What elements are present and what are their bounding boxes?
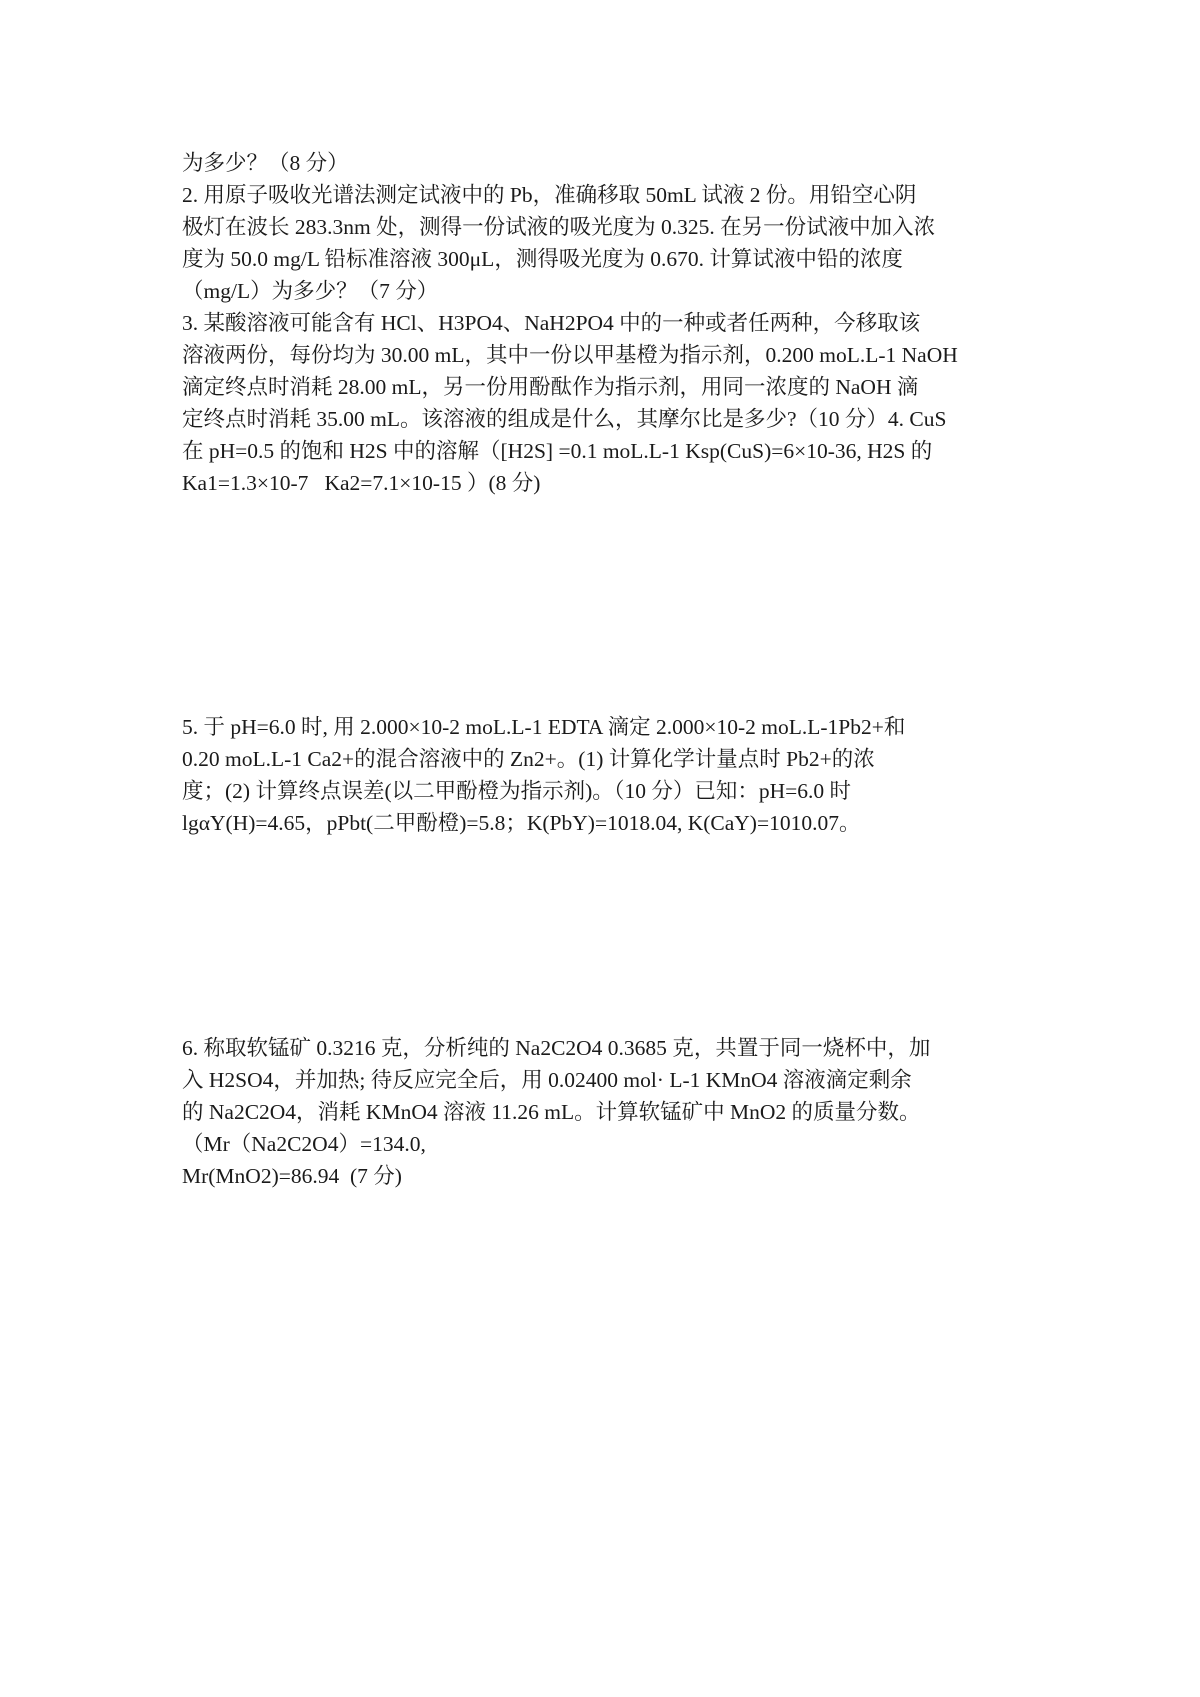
text-line: 6. 称取软锰矿 0.3216 克，分析纯的 Na2C2O4 0.3685 克，共置于同一烧杯中，加 [182,1036,931,1060]
text-line: 为多少？（8 分） [182,151,349,175]
question-6-block [182,1032,1032,1192]
text-line: 0.20 moL.L-1 Ca2+的混合溶液中的 Zn2+。(1) 计算化学计量点时 Pb2+的浓 [182,747,875,771]
text-line: （mg/L）为多少？（7 分） [182,279,439,303]
text-line: Mr(MnO2)=86.94 (7 分) [182,1164,402,1188]
text-line: 滴定终点时消耗 28.00 mL，另一份用酚酞作为指示剂，用同一浓度的 NaOH 滴 [182,375,919,399]
text-line: 3. 某酸溶液可能含有 HCl、H3PO4、NaH2PO4 中的一种或者任两种，今移取该 [182,311,921,335]
text-line: 5. 于 pH=6.0 时, 用 2.000×10-2 moL.L-1 EDTA 滴定 2.000×10-2 moL.L-1Pb2+和 [182,715,906,739]
text-line: 在 pH=0.5 的饱和 H2S 中的溶解（[H2S] =0.1 moL.L-1 Ksp(CuS)=6×10-36, H2S 的 [182,439,933,463]
text-line: （Mr（Na2C2O4）=134.0, [182,1132,426,1156]
text-line: 极灯在波长 283.3nm 处，测得一份试液的吸光度为 0.325. 在另一份试液中加入浓 [182,215,936,239]
text-line: 度为 50.0 mg/L 铅标准溶液 300μL，测得吸光度为 0.670. 计算试液中铅的浓度 [182,247,903,271]
question-5-block [182,711,1032,839]
text-line: 的 Na2C2O4，消耗 KMnO4 溶液 11.26 mL。计算软锰矿中 MnO2 的质量分数。 [182,1100,921,1124]
text-line: Ka1=1.3×10-7 Ka2=7.1×10-15 ）(8 分) [182,471,541,495]
text-line: lgαY(H)=4.65，pPbt(二甲酚橙)=5.8；K(PbY)=1018.04, K(CaY)=1010.07。 [182,811,861,835]
text-line: 溶液两份，每份均为 30.00 mL，其中一份以甲基橙为指示剂，0.200 moL.L-1 NaOH [182,343,958,367]
text-line: 定终点时消耗 35.00 mL。该溶液的组成是什么，其摩尔比是多少?（10 分）4. CuS [182,407,947,431]
text-line: 度；(2) 计算终点误差(以二甲酚橙为指示剂)。（10 分）已知：pH=6.0 时 [182,779,852,803]
text-line: 2. 用原子吸收光谱法测定试液中的 Pb，准确移取 50mL 试液 2 份。用铅空心阴 [182,183,917,207]
questions-1-to-4-block [182,147,1032,499]
text-line: 入 H2SO4，并加热; 待反应完全后，用 0.02400 mol· L-1 KMnO4 溶液滴定剩余 [182,1068,912,1092]
